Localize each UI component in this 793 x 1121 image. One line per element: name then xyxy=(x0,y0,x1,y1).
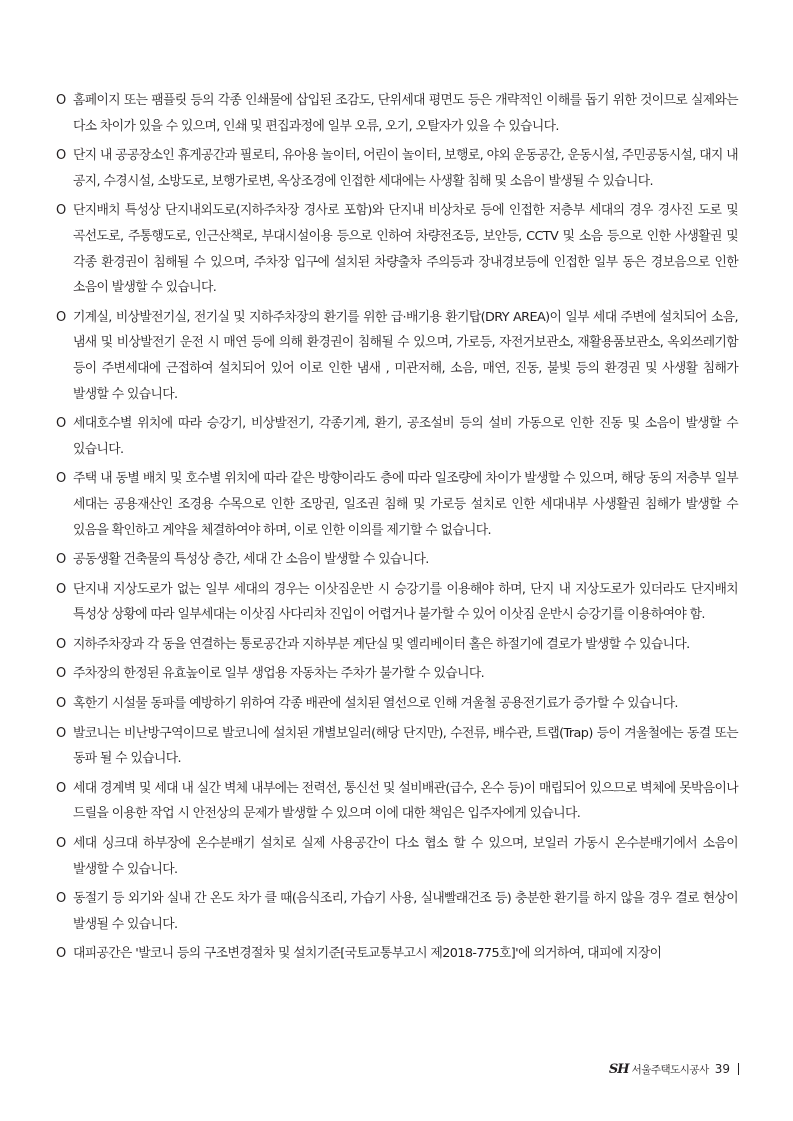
bullet-icon: O xyxy=(56,552,66,568)
notice-item-8 xyxy=(56,577,738,628)
notice-text: 혹한기 시설물 동파를 예방하기 위하여 각종 배관에 설치된 열선으로 인해 겨울철 공용전기료가 증가할 수 있습니다. xyxy=(73,696,678,712)
notice-item-13 xyxy=(56,776,738,827)
page-footer xyxy=(609,1059,739,1079)
bullet-icon: O xyxy=(56,636,66,652)
organization-name: 서울주택도시공사 xyxy=(631,1063,709,1076)
notice-item-9 xyxy=(56,632,738,658)
notice-item-10 xyxy=(56,661,738,687)
bullet-icon: O xyxy=(56,203,66,219)
bullet-icon: O xyxy=(56,946,66,962)
notice-text: 홈페이지 또는 팸플릿 등의 각종 인쇄물에 삽입된 조감도, 단위세대 평면도 등은 개략적인 이해를 돕기 위한 것이므로 실제와는 다소 차이가 있을 수 있으며, 인쇄 및 편집과정에 일부 오류, 오기, 오탈자가 있을 수 있습니다. xyxy=(73,93,738,134)
bullet-icon: O xyxy=(56,416,66,432)
bullet-icon: O xyxy=(56,581,66,597)
notice-text: 동절기 등 외기와 실내 간 온도 차가 클 때(음식조리, 가습기 사용, 실내빨래건조 등) 충분한 환기를 하지 않을 경우 결로 현상이 발생될 수 있습니다. xyxy=(73,891,738,932)
notice-item-14 xyxy=(56,831,738,882)
notice-text: 주차장의 한정된 유효높이로 일부 생업용 자동차는 주차가 불가할 수 있습니다. xyxy=(73,666,485,682)
bullet-icon: O xyxy=(56,471,66,487)
notice-text: 공동생활 건축물의 특성상 층간, 세대 간 소음이 발생할 수 있습니다. xyxy=(73,552,429,568)
notice-item-11 xyxy=(56,691,738,717)
bullet-icon: O xyxy=(56,725,66,741)
notice-item-7 xyxy=(56,547,738,573)
notice-text: 세대 경계벽 및 세대 내 실간 벽체 내부에는 전력선, 통신선 및 설비배관(급수, 온수 등)이 매립되어 있으므로 벽체에 못박음이나 드릴을 이용한 작업 시 안전상의 문제가 발생할 수 있으며 이에 대한 책임은 입주자에게 있습니다. xyxy=(73,780,738,822)
notice-item-6 xyxy=(56,466,738,543)
notice-text: 주택 내 동별 배치 및 호수별 위치에 따라 같은 방향이라도 층에 따라 일조량에 차이가 발생할 수 있으며, 해당 동의 저층부 일부 세대는 공용재산인 조경용 수목으로 인한 조망권, 일조권 침해 및 가로등 설치로 인한 세대내부 사생활권 침해가 발생할 수 있음을 확인하고 계약을 체결하여야 하며, 이로 인한 이의를 제기할 수 없습니다. xyxy=(73,471,738,538)
bullet-icon: O xyxy=(56,666,66,682)
notice-text: 단지 내 공공장소인 휴게공간과 필로티, 유아용 놀이터, 어린이 놀이터, 보행로, 야외 운동공간, 운동시설, 주민공동시설, 대지 내 공지, 수경시설, 소방도로, 보행가로변, 옥상조경에 인접한 세대에는 사생활 침해 및 소음이 발생될 수 있습니다. xyxy=(73,148,738,189)
footer-divider xyxy=(738,1063,739,1075)
sh-logo: SH xyxy=(608,1061,629,1077)
notice-item-15 xyxy=(56,886,738,937)
notice-item-3 xyxy=(56,198,738,300)
notice-item-12 xyxy=(56,721,738,772)
bullet-icon: O xyxy=(56,891,66,907)
bullet-icon: O xyxy=(56,836,66,852)
bullet-icon: O xyxy=(56,148,66,164)
notice-text: 세대호수별 위치에 따라 승강기, 비상발전기, 각종기계, 환기, 공조설비 등의 설비 가동으로 인한 진동 및 소음이 발생할 수 있습니다. xyxy=(73,416,738,457)
notice-text: 대피공간은 '발코니 등의 구조변경절차 및 설치기준[국토교통부고시 제2018-775호]'에 의거하여, 대피에 지장이 xyxy=(73,946,662,962)
bullet-icon: O xyxy=(56,696,66,712)
bullet-icon: O xyxy=(56,780,66,796)
notice-text: 기계실, 비상발전기실, 전기실 및 지하주차장의 환기를 위한 급·배기용 환기탑(DRY AREA)이 일부 세대 주변에 설치되어 소음, 냄새 및 비상발전기 운전 시 매연 등에 의해 환경권이 침해될 수 있으며, 가로등, 자전거보관소, 재활용품보관소, 옥외쓰레기함 등이 주변세대에 근접하여 설치되어 있어 이로 인한 냄새 , 미관저해, 소음, 매연, 진동, 불빛 등의 환경권 및 사생활 침해가 발생할 수 있습니다. xyxy=(73,309,738,402)
bullet-icon: O xyxy=(56,309,66,325)
page-number: 39 xyxy=(714,1062,730,1076)
notice-item-16 xyxy=(56,941,738,967)
notice-item-1 xyxy=(56,88,738,139)
notice-item-4 xyxy=(56,305,738,407)
notice-item-2 xyxy=(56,143,738,194)
notice-list xyxy=(56,88,738,971)
notice-text: 발코니는 비난방구역이므로 발코니에 설치된 개별보일러(해당 단지만), 수전류, 배수관, 트랩(Trap) 등이 겨울철에는 동결 또는 동파 될 수 있습니다. xyxy=(73,725,738,767)
bullet-icon: O xyxy=(56,93,66,108)
notice-item-5 xyxy=(56,411,738,462)
notice-text: 단지배치 특성상 단지내외도로(지하주차장 경사로 포함)와 단지내 비상차로 등에 인접한 저층부 세대의 경우 경사진 도로 및 곡선도로, 주통행도로, 인근산책로, 부대시설이용 등으로 인하여 차량전조등, 보안등, CCTV 및 소음 등으로 인한 사생활권 및 각종 환경권이 침해될 수 있으며, 주차장 입구에 설치된 차량출차 주의등과 장내경보등에 인접한 일부 동은 경보음으로 인한 소음이 발생할 수 있습니다. xyxy=(73,203,738,296)
notice-text: 지하주차장과 각 동을 연결하는 통로공간과 지하부분 계단실 및 엘리베이터 홀은 하절기에 결로가 발생할 수 있습니다. xyxy=(73,636,690,652)
notice-text: 세대 싱크대 하부장에 온수분배기 설치로 실제 사용공간이 다소 협소 할 수 있으며, 보일러 가동시 온수분배기에서 소음이 발생할 수 있습니다. xyxy=(73,836,738,877)
notice-text: 단지내 지상도로가 없는 일부 세대의 경우는 이삿짐운반 시 승강기를 이용해야 하며, 단지 내 지상도로가 있더라도 단지배치 특성상 상황에 따라 일부세대는 이삿짐 사다리차 진입이 어렵거나 불가할 수 있어 이삿짐 운반시 승강기를 이용하여야 함. xyxy=(73,581,738,623)
